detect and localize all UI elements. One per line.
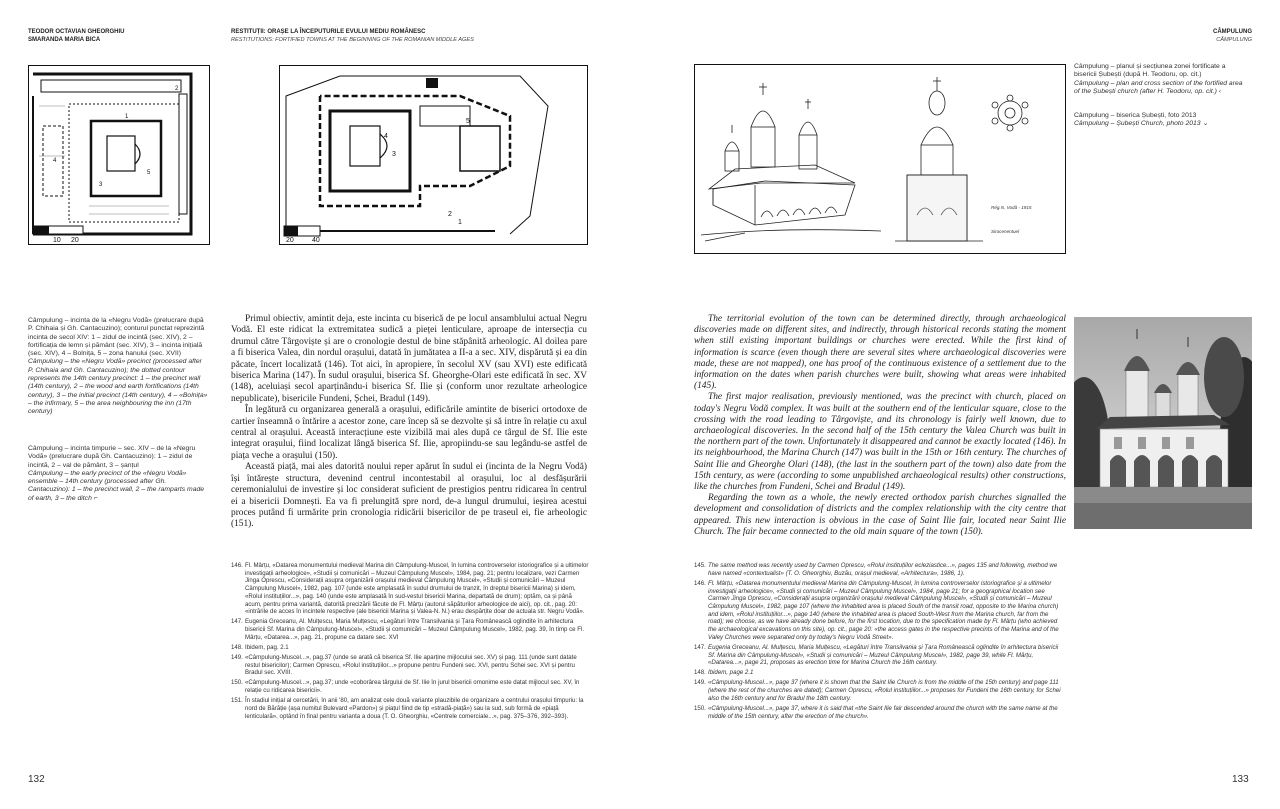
- church-photo: [1074, 317, 1252, 529]
- caption-subesti-plan-ro: Câmpulung – planul și secțiunea zonei fortificate a bisericii Șubești (după H. Teodoru, op. cit.): [1074, 63, 1226, 79]
- section-title-en: CÂMPULUNG: [1216, 36, 1252, 43]
- plan2-label-2: 2: [448, 211, 452, 218]
- caption-2-ro: Câmpulung – incinta timpurie – sec. XIV – de la «Negru Vodă» (prelucrare după Gh. Cantacuzino): 1 – zidul de incintă, 2 – val de pământ, 3 – șanțul: [28, 445, 196, 469]
- caption-arrow-left-icon: ‹: [1218, 87, 1222, 95]
- plan2-label-5: 5: [466, 118, 470, 125]
- plan1-label-1: 1: [125, 114, 129, 120]
- body-text-english: [694, 314, 1066, 538]
- caption-1-ro: Câmpulung – incinta de la «Negru Vodă» (prelucrare după P. Chihaia și Gh. Cantacuzino); conturul punctat reprezintă incinta de secol XIV: 1 – zidul de incintă (sec. XIV), 2 – fortificația de lemn și pământ (sec. XIV), 3 – incinta inițială (sec. XIV), 4 – Bolnița, 5 – zona hanului (sec. XVII): [28, 317, 205, 358]
- plan2-label-4: 4: [384, 133, 388, 140]
- caption-2-en: Câmpulung – the early precinct of the «Negru Vodă» ensemble – 14th century (processed after Gh. Cantacuzino): 1 – the precinct wall, 2 – the ramparts made of earth, 3 – the ditch ⌐: [28, 469, 205, 502]
- plan1-label-3: 3: [99, 182, 103, 188]
- caption-corner-icon: ⌐: [93, 494, 98, 502]
- plan2-scale-40: 40: [312, 237, 320, 244]
- footnote-149-ro: 149. «Câmpulung-Muscel...», pag.37 (unde se arată că biserica Sf. Ilie aparține mijlocului sec. XV) și pag. 111 (unde sunt datate restul bisericilor); Carmen Oprescu, «Rolul instituțiilor...» propune pentru Fundeni sec. XVI, pentru Schei sec. XVI și pentru Bradul sec. XVIII.: [231, 653, 577, 677]
- plan2-scale-20: 20: [286, 237, 294, 244]
- caption-early-precinct: [28, 445, 208, 503]
- footnote-150-ro: 150. «Câmpulung-Muscel...», pag.37; unde «coborârea târgului de Sf. Ilie în jurul bisericii omonime este datat mijlocul sec. XV, în relație cu ridicarea bisericii».: [231, 679, 580, 695]
- section-title-ro: CÂMPULUNG: [1213, 29, 1252, 35]
- elevation-note-1: Rég.N. Vodă - 1915: [991, 205, 1032, 210]
- plan-figure-2: [279, 65, 588, 245]
- caption-subesti-photo-ro: Câmpulung – biserica Șubești, foto 2013: [1074, 112, 1197, 119]
- footnote-147-ro: 147. Eugenia Greceanu, Al. Mulțescu, Maria Mulțescu, «Legături între Transilvania și Țara Românească oglindite în arhitectura bisericii Sf. Marina din Câmpulung-Muscel», «Studii și comunicări – Muzeul Câmpulung Muscel», 1982, pag. 39, în timp ce Fl. Mârțu, «Datarea...», pag. 21, propune ca datare sec. XVI: [231, 618, 585, 641]
- footnote-146-ro: 146. Fl. Mârțu, «Datarea monumentului medieval Marina din Câmpulung-Muscel, în lumina controverselor istoriografice și a ultimelor investigații arheologice», «Studii și comunicări – Muzeul Câmpulung Muscel», 1984, pag. 21; pentru localizare, vezi Carmen Jinga Oprescu, «Considerații asupra organizării orașului medieval Câmpulung Muscel», «Studii și comunicări – Muzeul Câmpulung Muscel», 1982, pag. 107 (unde este amplasată în sudul drumului de tranzit, în dreptul bisericii Marina) și idem, «Rolul instituțiilor...», pag. 140 (unde este amplasată în sud-vestul bisericii Marina, departată de drum); optăm, ca și până acum, pentru prima variantă, datorită precizării făcute de Fl. Mârțu (autorul săpăturilor arheologice de aici), op. cit., pag. 20: «intrările de acces în incintele respective (ale bisericii Marina și Valea-N. N.) erau despărțite doar de actuala str. Negru Vodă».: [231, 562, 589, 616]
- paragraph-ro-3: Această piață, mai ales datorită noului reper apărut în sudul ei (incinta de la Negru Vodă) își întărește structura, devenind centrul incontestabil al orașului, loc al desfășurării ceremonialului de investire și loc considerat suficient de prestigios pentru ridicarea în centrul ei a bisericii Domnești. Ea va fi prelungită spre nord, de-a lungul drumului, ieșirea acestui proces putând fi urmărite prin cronologia ridicării bisericilor de pe traseul ei, fie arheologic (151).: [231, 462, 587, 530]
- paragraph-en-1: The territorial evolution of the town can be determined directly, through archaeological discoveries made on different sites, and indirectly, through historical records stating the moment when still existing important buildings or churches were erected. While the first kind of information is scarce (even though there are several sites where archaeological discoveries were made, these are not mapped), one has proof of the continuous existence of a settlement due to the information on the dates when parish churches were built, showing what areas were inhabited (145).: [694, 314, 1066, 392]
- plan2-label-1: 1: [458, 219, 462, 226]
- page-number-left: 132: [28, 774, 45, 785]
- footnote-145-en: 145. The same method was recently used by Carmen Oprescu, «Rolul instituțiilor ecleziastice...», pages 135 and following, method we have named «contextualist» (T. O. Gheorghiu, Buzău, orașul medieval, «Arhitectura», 1986, 1).: [694, 562, 1058, 577]
- running-title: [231, 29, 671, 44]
- author-2: SMARANDA MARIA BICA: [28, 36, 101, 43]
- footnote-149-en: 149. «Câmpulung-Muscel...», page 37 (where it is shown that the Saint Ilie Church is from the middle of the 15th century) and page 111 (where the rest of the churches are dated); Carmen Oprescu, «Rolul instituțiilor...» proposes for Fundeni the 16th century, for Schei also the 16th century and for Bradul the 18th century.: [694, 679, 1061, 702]
- plan2-label-3: 3: [392, 151, 396, 158]
- paragraph-ro-2: În legătură cu organizarea generală a orașului, edificările amintite de biserici ortodoxe de cartier înseamnă o întărire a acestor zone, care încep să se dezvolte și să intre în relație cu axul central al orașului. Această interacțiune este vizibilă mai ales după ce târgul de Sf. Ilie este integrat orașului, fiind localizat lângă biserica Sf. Ilie, apropiindu-se sau legându-se astfel de piața veche a orașului (150).: [231, 405, 587, 461]
- footnotes-english: [694, 562, 1066, 723]
- footnote-150-en: 150. «Câmpulung-Muscel...», page 37, where it is said that «the Saint Ilie fair descended around the church with the same name at the middle of the 15th century, after the erection of the church».: [694, 704, 1058, 720]
- plan1-label-5: 5: [147, 170, 151, 176]
- paragraph-en-3: Regarding the town as a whole, the newly erected orthodox parish churches signalled the development and consolidation of districts and the complex relationship with the city centre that appeared. This new interaction is obvious in the case of Saint Ilie fair, located near Saint Ilie Church. The fair became connected to the old main square of the town (150).: [694, 493, 1066, 537]
- running-title-en: RESTITUTIONS: FORTIFIED TOWNS AT THE BEGINNING OF THE ROMANIAN MIDDLE AGES: [231, 36, 474, 43]
- body-text-romanian: [231, 314, 587, 531]
- caption-subesti-plan-en: Câmpulung – plan and cross section of the fortified area of the Șubești church (after H. Teodoru, op. cit.) ‹: [1074, 79, 1243, 95]
- footnote-151-ro: 151. În stadiul inițial al cercetării, în anii '80, am analizat cele două variante plauzibile de organizare a centrului orașului timpuriu: la nord de Bărăție (așa numitul Bulevard «Pardon») și piațul fiind de tip «stradă-piață») sau la sud, sub formă de «piață lenticulară», optând în final pentru varianta a doua (T. O. Gheorghiu, «Centrele comerciale...», pag. 375–376, 392–393).: [231, 697, 584, 720]
- plan-figure-1: [28, 65, 210, 245]
- church-photo-image: [1074, 317, 1252, 529]
- church-elevation-drawing: [695, 65, 1065, 253]
- plan1-scale-10: 10: [53, 237, 61, 244]
- caption-arrow-down-icon: ⌄: [1202, 120, 1209, 128]
- caption-subesti-photo: [1074, 112, 1244, 129]
- footnote-146-en: 146. Fl. Mârțu, «Datarea monumentului medieval Marina din Câmpulung-Muscel, în lumina controverselor istoriografice și a ultimelor investigații arheologice», «Studii și comunicări – Muzeul Câmpulung Muscel», 1984, page 21; for a geographical location see Carmen Jinga Oprescu, «Considerații asupra organizării orașului medieval Câmpulung Muscel», «Studii și comunicări – Muzeul Câmpulung Muscel», 1982, page 107 (where the inhabited area is placed South of the transit road, opposite to the Marina church) and idem, «Rolul instituțiilor...», page 140 (where the inhabited area is placed South-West from the Marina church, far from the road); we choose, as we have already done before, for the first location, due to the specification made by Fl. Mârțu (who achieved the archaeological excavations on this site), op. cit., page 20: «the access gates in the respective precints of the Marina and of the Valey Churches were separated only by today's Negru Vodă Street».: [694, 579, 1059, 641]
- caption-1-en: Câmpulung – the «Negru Vodă» precinct (processed after P. Chihaia and Gh. Cantacuzino); the dotted contour represents the 14th century precinct: 1 – the precinct wall (14th century), 2 – the wood and earth fortifications (14th century), 3 – the initial precinct (14th century), 4 – «Bolnița» – the infirmary, 5 – the area neighbouring the inn (17th century): [28, 358, 208, 416]
- plan-drawing-2: [280, 66, 587, 244]
- caption-subesti-plan: [1074, 63, 1244, 96]
- plan-drawing-1: [29, 66, 209, 244]
- elevation-note-2: Sirocenentuel: [991, 229, 1020, 234]
- church-elevation-figure: [694, 64, 1066, 254]
- paragraph-en-2: The first major realisation, previously mentioned, was the precinct with church, placed on today's Negru Vodă complex. It was built at the southern end of the lenticular square, close to the crossing with the road leading to Târgoviște, and its chronology is fairly well known, due to archaeological discoveries. In the second half of the 15th century the Valea Church was built in the northern part of the town. Unfortunately it disappeared and cannot be exactly located (146). In its neighbourhood, the Marina Church (147) was built in the 15th or 16th century. The churches of Saint Ilie and Gheorghe Olari (148), (the last in the southern part of the town) also date from the 15th century, as were (according to some unpublished archaeological results) other constructions, like the churches from Fundeni, Schei and Bradul (149).: [694, 392, 1066, 493]
- running-title-ro: RESTITUȚII: ORAȘE LA ÎNCEPUTURILE EVULUI MEDIU ROMÂNESC: [231, 29, 426, 35]
- page-number-right: 133: [1232, 774, 1249, 785]
- section-title: [1180, 29, 1252, 44]
- authors-block: [28, 29, 208, 44]
- footnotes-romanian: [231, 562, 589, 723]
- plan1-scale-20: 20: [71, 237, 79, 244]
- caption-subesti-photo-en: Câmpulung – Șubești Church, photo 2013 ⌄: [1074, 120, 1209, 128]
- footnote-148-ro: 148. Ibidem, pag. 2.1: [231, 643, 289, 651]
- footnote-148-en: 148. Ibidem, page 2.1: [694, 669, 754, 677]
- footnote-147-en: 147. Eugenia Greceanu, Al. Mulțescu, Maria Mulțescu, «Legături între Transilvania și Țara Românească oglindite în arhitectura bisericii Sf. Marina din Câmpulung-Muscel», «Studii și comunicări – Muzeul Câmpulung Muscel», 1982, page 39, while Fl. Mârțu, «Datarea...», page 21, proposes as erection time for Marina Church the 16th century.: [694, 643, 1059, 667]
- plan1-label-4: 4: [53, 158, 57, 164]
- author-1: TEODOR OCTAVIAN GHEORGHIU: [28, 29, 125, 35]
- plan1-label-2: 2: [175, 86, 179, 92]
- paragraph-ro-1: Primul obiectiv, amintit deja, este incinta cu biserică de pe locul ansamblului actual Negru Vodă. El este ridicat la extremitatea sudică a pieței lenticulare, aproape de intersecția cu drumul către Târgoviște și are o cronologie destul de bine stăpânită arheologic. Al doilea pare a fi biserica Valea, din nordul orașului, datată în jumătatea a II-a a sec. XIV, dispărută și ea din păcate, încert localizată (146). Tot aici, în apropiere, în secolul XV (sau XVI) este edificată biserica Marina (147). În sudul orașului, biserica Sf. Gheorghe-Olari este edificată în sec. XV (148), aceluiași secol aparținându-i biserica Sf. Ilie și (conform unor rezultate arheologice nepublicate), bisericile Fundeni, Șchei, Bradul (149).: [231, 314, 587, 404]
- caption-negru-voda-precinct: [28, 317, 208, 417]
